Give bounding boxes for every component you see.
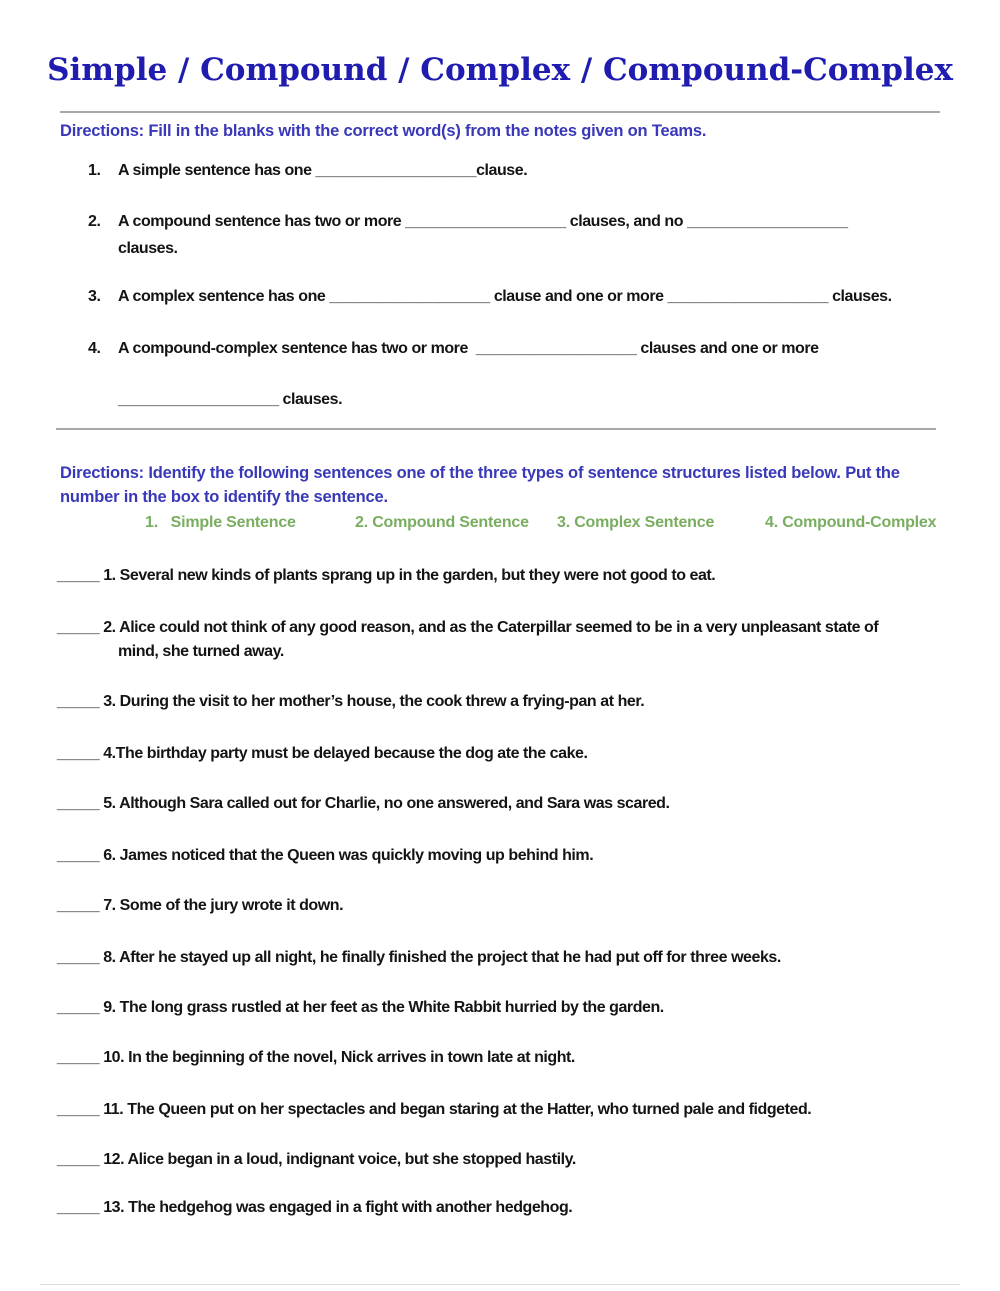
section1-directions: Directions: Fill in the blanks with the correct word(s) from the notes given on Teams. [60,122,707,140]
sentence-type-option: 1. Simple Sentence [145,514,296,531]
sentence-row [57,1198,967,1218]
section2-directions-line1: Directions: Identify the following sentences one of the three types of sentence structures listed below. Put the [60,464,900,482]
fill-item-line: A simple sentence has one ___________________clause. [118,162,528,179]
fill-item [88,339,958,417]
fill-item-number: 4. [88,340,101,357]
sentence-row [57,1150,967,1170]
sentence-line: _____ 1. Several new kinds of plants sprang up in the garden, but they were not good to eat. [57,567,716,584]
sentence-line: _____ 12. Alice began in a loud, indignant voice, but she stopped hastily. [57,1151,576,1168]
fill-item-line: ___________________ clauses. [118,391,343,408]
sentence-line: _____ 3. During the visit to her mother’s house, the cook threw a frying-pan at her. [57,693,645,710]
sentence-line: _____ 5. Although Sara called out for Charlie, no one answered, and Sara was scared. [57,795,670,812]
sentence-line: _____ 9. The long grass rustled at her feet as the White Rabbit hurried by the garden. [57,999,664,1016]
sentence-row [57,846,967,866]
fill-item-number: 3. [88,288,101,305]
sentence-line: _____ 4.The birthday party must be delayed because the dog ate the cake. [57,745,588,762]
sentence-line: _____ 13. The hedgehog was engaged in a fight with another hedgehog. [57,1199,573,1216]
fill-item-line: A compound sentence has two or more ___________________ clauses, and no ___________________ [118,213,848,230]
fill-item [88,161,958,188]
top-divider [60,111,940,113]
sentence-line: _____ 10. In the beginning of the novel, Nick arrives in town late at night. [57,1049,575,1066]
fill-item-line: A compound-complex sentence has two or more ___________________ clauses and one or more [118,340,819,357]
sentence-line: _____ 11. The Queen put on her spectacles and began staring at the Hatter, who turned pale and fidgeted. [57,1101,812,1118]
sentence-row [57,998,967,1018]
section2-directions-line2: number in the box to identify the sentence. [60,488,388,506]
fill-item-number: 1. [88,162,101,179]
sentence-line: _____ 7. Some of the jury wrote it down. [57,897,344,914]
sentence-type-option: 3. Complex Sentence [557,514,715,531]
sentence-row [57,692,967,712]
middle-divider [56,428,936,430]
sentence-line: mind, she turned away. [118,643,284,660]
sentence-row [57,896,967,916]
sentence-row [57,1048,967,1068]
page-title: Simple / Compound / Complex / Compound-Complex [47,52,953,88]
bottom-divider [40,1284,960,1285]
sentence-line: _____ 8. After he stayed up all night, he finally finished the project that he had put off for three weeks. [57,949,781,966]
sentence-row [57,948,967,968]
sentence-line: _____ 6. James noticed that the Queen was quickly moving up behind him. [57,847,594,864]
sentence-row [57,618,967,662]
sentence-row [57,566,967,586]
sentence-row [57,744,967,764]
sentence-row [57,1100,967,1120]
sentence-type-option: 4. Compound-Complex [765,514,937,531]
sentence-line: _____ 2. Alice could not think of any good reason, and as the Caterpillar seemed to be in a very unpleasant state of [57,619,879,636]
fill-item [88,287,958,314]
fill-item-number: 2. [88,213,101,230]
fill-item [88,212,958,266]
fill-item-line: A complex sentence has one ___________________ clause and one or more ___________________ clauses. [118,288,892,305]
sentence-type-option: 2. Compound Sentence [355,514,529,531]
sentence-row [57,794,967,814]
fill-item-line: clauses. [118,240,178,257]
